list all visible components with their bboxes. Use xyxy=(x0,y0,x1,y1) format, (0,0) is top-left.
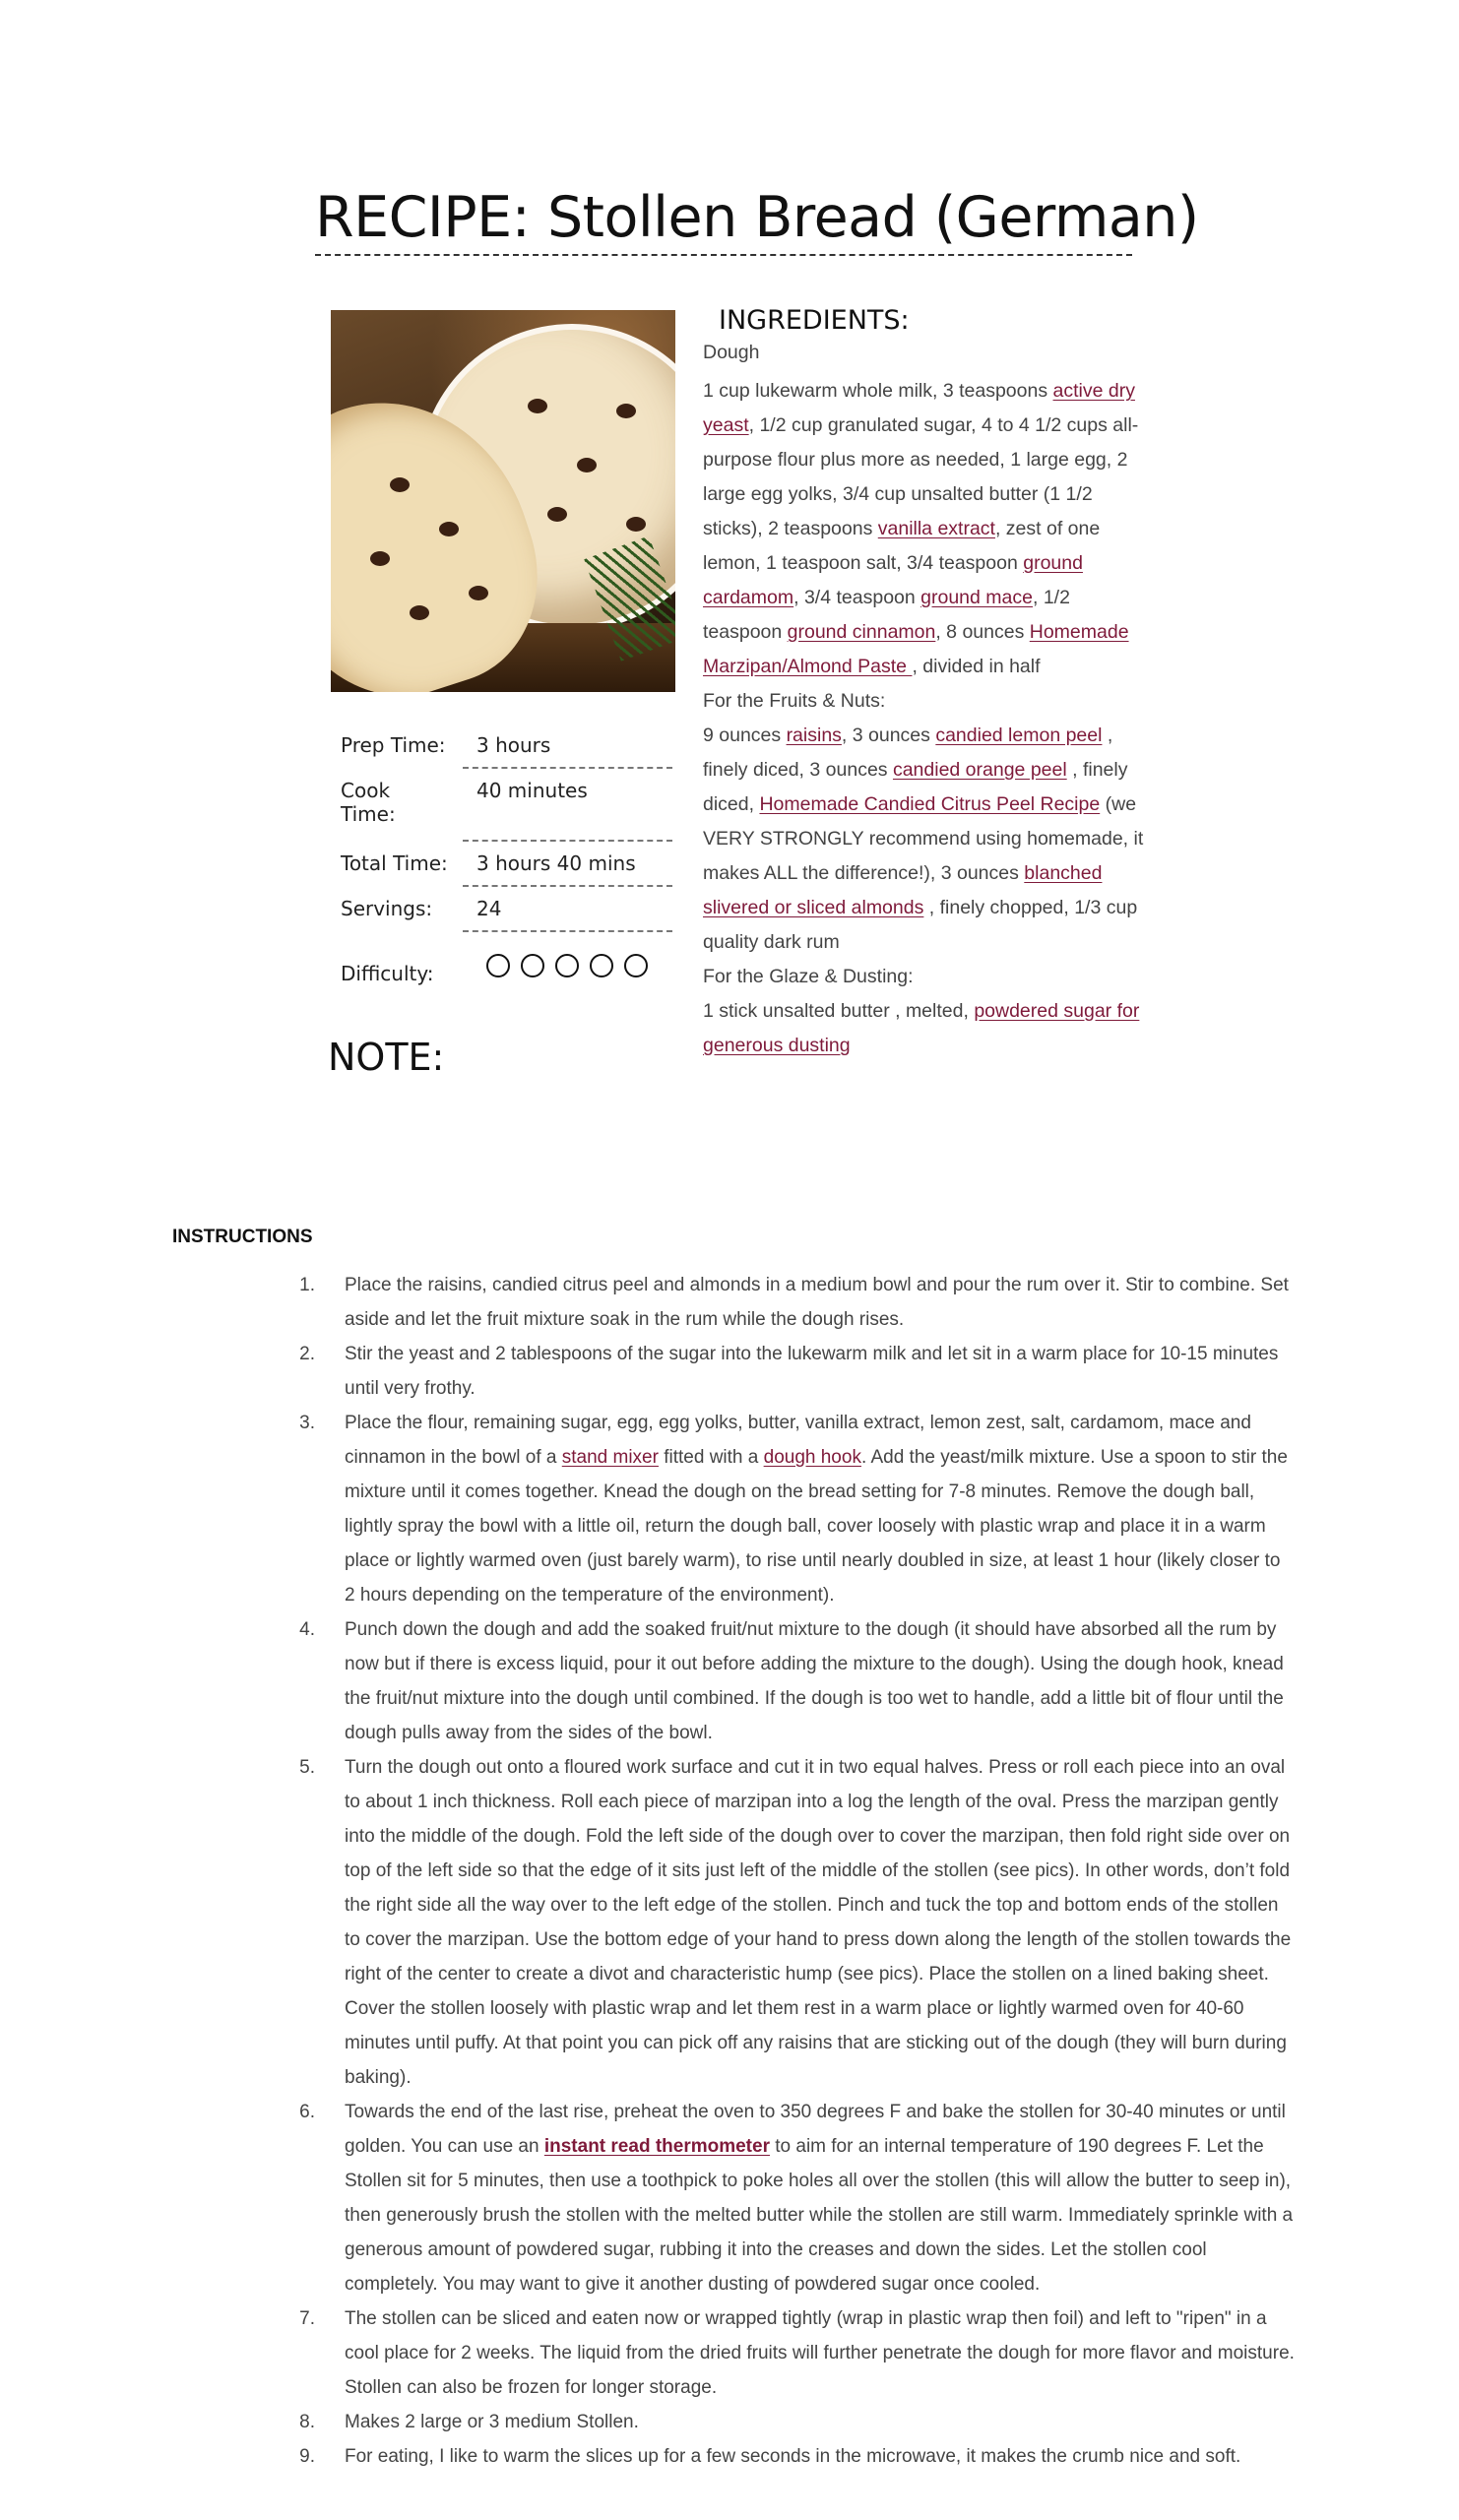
ingredient-link[interactable]: dough hook xyxy=(763,1447,861,1468)
step-number: 4. xyxy=(299,1619,315,1640)
instruction-step xyxy=(271,1406,1295,1612)
difficulty-circle-icon[interactable] xyxy=(486,954,510,977)
ingredient-link[interactable]: candied lemon peel xyxy=(935,724,1103,746)
text-run: , divided in half xyxy=(912,656,1041,677)
meta-label: Servings: xyxy=(341,897,433,920)
ingredient-link[interactable]: blanched slivered or sliced almonds xyxy=(703,862,1103,918)
text-run: 1 cup lukewarm whole milk, 3 teaspoons xyxy=(703,380,1053,402)
ingredient-link[interactable]: active dry yeast xyxy=(703,380,1135,436)
step-number: 1. xyxy=(299,1275,315,1295)
ingredients-heading: INGREDIENTS: xyxy=(719,305,910,336)
dough-ingredients xyxy=(703,374,1144,684)
step-number: 5. xyxy=(299,1757,315,1778)
ingredient-link[interactable]: candied orange peel xyxy=(892,759,1067,781)
text-run: fitted with a xyxy=(658,1447,764,1468)
text-run: , 8 ounces xyxy=(935,621,1030,643)
instruction-step xyxy=(271,1750,1295,2095)
text-run: , zest of one lemon, 1 teaspoon salt, 3/4 teaspoon xyxy=(703,518,1101,574)
recipe-photo xyxy=(331,310,675,692)
step-text xyxy=(345,1612,1295,1750)
glaze-subheading: For the Glaze & Dusting: xyxy=(703,966,914,987)
dough-subheading: Dough xyxy=(703,342,760,363)
difficulty-circle-icon[interactable] xyxy=(624,954,648,977)
instruction-step xyxy=(271,2405,1295,2439)
ingredient-link[interactable]: vanilla extract xyxy=(877,518,995,539)
cook-time-row xyxy=(331,769,675,842)
servings-row xyxy=(331,887,675,932)
meta-value: 3 hours xyxy=(463,724,672,769)
raisin-graphic xyxy=(469,586,488,600)
raisin-graphic xyxy=(626,517,646,532)
text-run: to aim for an internal temperature of 190 degrees F. Let the Stollen sit for 5 minutes, then use a toothpick to poke holes all over the stollen (this will allow the butter to seep in), then generously brush the stollen with the melted butter while the stollen are still warm. Immediately sprinkle with a generous amount of powdered sugar, rubbing it into the creases and down the sides. Let the stollen cool completely. You may want to give it another dusting of powdered sugar once cooled. xyxy=(345,2136,1294,2295)
difficulty-row xyxy=(331,932,675,987)
glaze-ingredients xyxy=(703,994,1144,1063)
text-run: Turn the dough out onto a floured work surface and cut it in two equal halves. Press or roll each piece into an oval to about 1 inch thickness. Roll each piece of marzipan into a log the length of the oval. Press the marzipan gently into the middle of the dough. Fold the left side of the dough over to cover the marzipan, then fold right side over on top of the left side so that the edge of it sits just left of the middle of the stollen (see pics). In other words, don’t fold the right side all the way over to the left edge of the stollen. Pinch and tuck the top and bottom ends of the stollen to cover the marzipan. Use the bottom edge of your hand to press down along the length of the stollen towards the right of the center to create a divot and characteristic hump (see pics). Place the stollen on a lined baking sheet. Cover the stollen loosely with plastic wrap and let them rest in a warm place or lightly warmed oven for 40-60 minutes until puffy. At that point you can pick off any raisins that are sticking out of the dough (they will burn during baking). xyxy=(345,1757,1292,2088)
raisin-graphic xyxy=(528,399,547,413)
fruits-subheading: For the Fruits & Nuts: xyxy=(703,690,886,712)
difficulty-circle-icon[interactable] xyxy=(590,954,613,977)
difficulty-circle-icon[interactable] xyxy=(555,954,579,977)
meta-value: 24 xyxy=(463,887,672,932)
step-number: 3. xyxy=(299,1413,315,1433)
text-run: 1 stick unsalted butter , melted, xyxy=(703,1000,975,1022)
raisin-graphic xyxy=(439,522,459,536)
text-run: , 1/2 cup granulated sugar, 4 to 4 1/2 cups all-purpose flour plus more as needed, 1 large egg, 2 large egg yolks, 3/4 cup unsalted butter (1 1/2 sticks), 2 teaspoons xyxy=(703,414,1139,539)
meta-value: 3 hours 40 mins xyxy=(463,842,672,887)
ingredient-link[interactable]: powdered sugar for generous dusting xyxy=(703,1000,1140,1056)
step-text xyxy=(345,1337,1295,1406)
raisin-graphic xyxy=(390,477,410,492)
text-run: Punch down the dough and add the soaked fruit/nut mixture to the dough (it should have absorbed all the rum by now but if there is excess liquid, pour it out before adding the mixture to the dough). Using the dough hook, knead the fruit/nut mixture into the dough until combined. If the dough is too wet to handle, add a little bit of flour until the dough pulls away from the sides of the bowl. xyxy=(345,1619,1284,1743)
prep-time-row xyxy=(331,724,675,769)
raisin-graphic xyxy=(370,551,390,566)
ingredient-link[interactable]: ground mace xyxy=(920,587,1033,608)
step-text xyxy=(345,1750,1295,2095)
meta-label: Total Time: xyxy=(341,851,448,875)
fruits-ingredients xyxy=(703,719,1144,960)
text-run: Makes 2 large or 3 medium Stollen. xyxy=(345,2412,639,2432)
text-run: . Add the yeast/milk mixture. Use a spoon to stir the mixture until it comes together. Knead the dough on the bread setting for 7-8 minutes. Remove the dough ball, lightly spray the bowl with a little oil, return the dough ball, cover loosely with plastic wrap and place it in a warm place or lightly warmed oven (just barely warm), to rise until nearly doubled in size, at least 1 hour (likely closer to 2 hours depending on the temperature of the environment). xyxy=(345,1447,1288,1606)
difficulty-circle-icon[interactable] xyxy=(521,954,544,977)
text-run: Stir the yeast and 2 tablespoons of the sugar into the lukewarm milk and let sit in a warm place for 10-15 minutes until very frothy. xyxy=(345,1344,1279,1399)
instruction-step xyxy=(271,1337,1295,1406)
meta-value: 40 minutes xyxy=(463,769,672,842)
ingredient-link[interactable]: instant read thermometer xyxy=(543,2136,770,2157)
step-number: 7. xyxy=(299,2308,315,2329)
raisin-graphic xyxy=(410,605,429,620)
ingredient-link[interactable]: Homemade Marzipan/Almond Paste xyxy=(703,621,1129,677)
step-number: 6. xyxy=(299,2102,315,2122)
text-run: , finely chopped, 1/3 cup quality dark rum xyxy=(703,897,1138,953)
step-number: 2. xyxy=(299,1344,315,1364)
meta-label: Cook Time: xyxy=(341,779,396,826)
recipe-meta-table xyxy=(331,724,675,987)
instruction-step xyxy=(271,2095,1295,2301)
text-run: , 3/4 teaspoon xyxy=(793,587,921,608)
instruction-step xyxy=(271,2439,1295,2474)
step-text xyxy=(345,2301,1295,2405)
text-run: Place the flour, remaining sugar, egg, egg yolks, butter, vanilla extract, lemon zest, salt, cardamom, mace and cinnamon in the bowl of a xyxy=(345,1413,1251,1468)
ingredients-section xyxy=(703,305,1144,1063)
text-run: , 1/2 teaspoon xyxy=(703,587,1070,643)
instructions-list xyxy=(271,1268,1295,2474)
note-heading: NOTE: xyxy=(328,1036,445,1079)
text-run: For eating, I like to warm the slices up for a few seconds in the microwave, it makes the crumb nice and soft. xyxy=(345,2446,1241,2467)
instruction-step xyxy=(271,1268,1295,1337)
step-text xyxy=(345,2405,1295,2439)
text-run: The stollen can be sliced and eaten now or wrapped tightly (wrap in plastic wrap then foil) and left to "ripen" in a cool place for 2 weeks. The liquid from the dried fruits will further penetrate the dough for more flavor and moisture. Stollen can also be frozen for longer storage. xyxy=(345,2308,1295,2398)
text-run: (we VERY STRONGLY recommend using homemade, it makes ALL the difference!), 3 ounces xyxy=(703,793,1144,884)
ingredient-link[interactable]: ground cinnamon xyxy=(787,621,936,643)
instruction-step xyxy=(271,1612,1295,1750)
meta-label: Difficulty: xyxy=(341,962,434,985)
step-text xyxy=(345,1268,1295,1337)
text-run: Place the raisins, candied citrus peel and almonds in a medium bowl and pour the rum over it. Stir to combine. Set aside and let the fruit mixture soak in the rum while the dough rises. xyxy=(345,1275,1289,1330)
ingredient-link[interactable]: Homemade Candied Citrus Peel Recipe xyxy=(759,793,1101,815)
ingredient-link[interactable]: stand mixer xyxy=(561,1447,659,1468)
instructions-heading: INSTRUCTIONS xyxy=(172,1227,313,1247)
instruction-step xyxy=(271,2301,1295,2405)
step-text xyxy=(345,2095,1295,2301)
text-run: , finely diced, xyxy=(703,759,1128,815)
text-run: 9 ounces xyxy=(703,724,787,746)
ingredient-link[interactable]: raisins xyxy=(786,724,842,746)
raisin-graphic xyxy=(547,507,567,522)
difficulty-rating xyxy=(463,932,672,987)
text-run: , 3 ounces xyxy=(841,724,936,746)
step-text xyxy=(345,1406,1295,1612)
text-run: Towards the end of the last rise, preheat the oven to 350 degrees F and bake the stollen for 30-40 minutes or until golden. You can use an xyxy=(345,2102,1286,2157)
text-run: , finely diced, 3 ounces xyxy=(703,724,1113,781)
step-number: 8. xyxy=(299,2412,315,2432)
recipe-title: RECIPE: Stollen Bread (German) xyxy=(315,185,1132,256)
step-number: 9. xyxy=(299,2446,315,2467)
raisin-graphic xyxy=(616,404,636,418)
meta-label: Prep Time: xyxy=(341,733,446,757)
raisin-graphic xyxy=(577,458,597,472)
total-time-row xyxy=(331,842,675,887)
step-text xyxy=(345,2439,1295,2474)
ingredient-link[interactable]: ground cardamom xyxy=(703,552,1083,608)
